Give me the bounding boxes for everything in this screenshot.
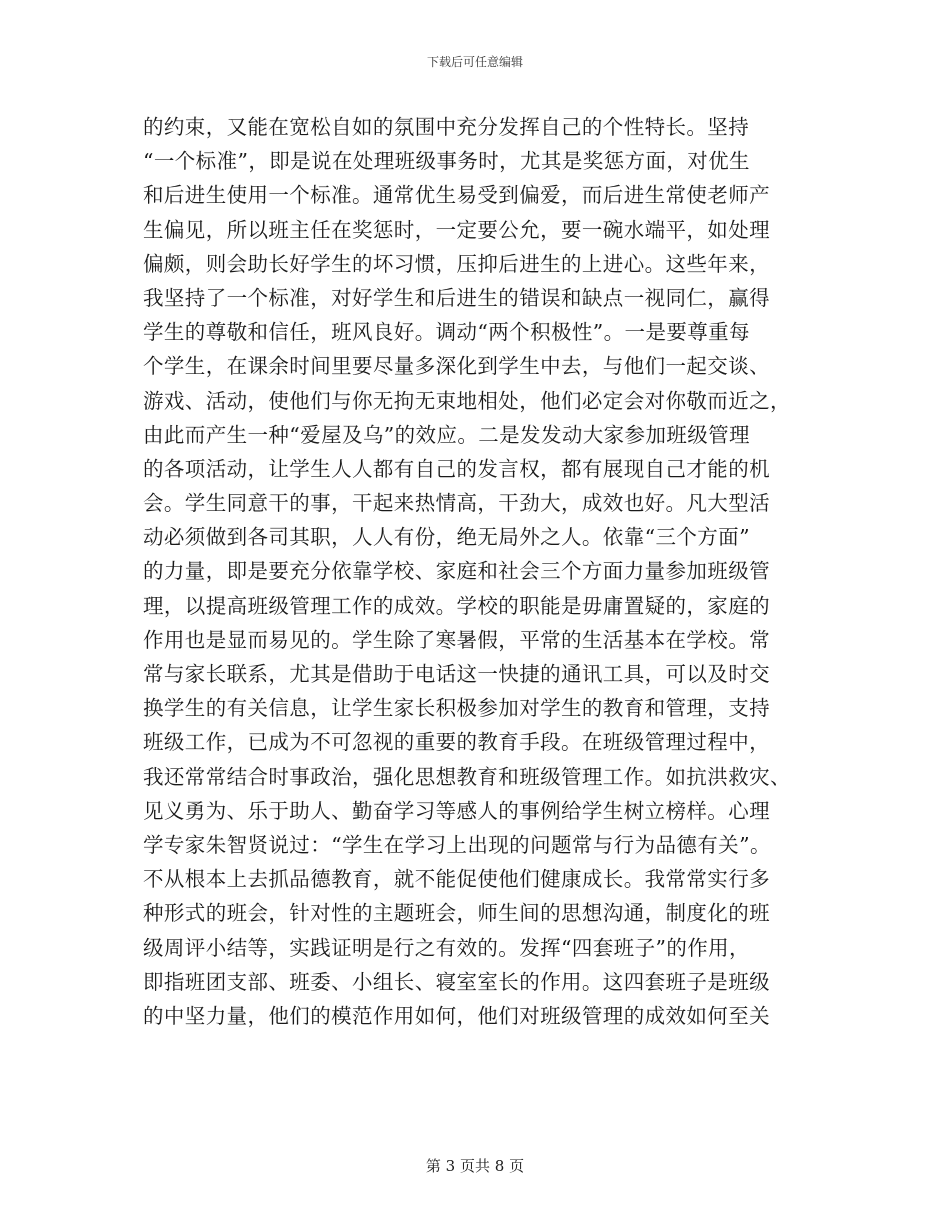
- text-line: 的各项活动，让学生人人都有自己的发言权，都有展现自己才能的机: [143, 456, 770, 481]
- text-line: 和后进生使用一个标准。通常优生易受到偏爱，而后进生常使老师产: [143, 183, 770, 208]
- text-line: 学专家朱智贤说过：“学生在学习上出现的问题常与行为品德有关”。: [143, 832, 771, 857]
- text-line: 的中坚力量，他们的模范作用如何，他们对班级管理的成效如何至关: [143, 1003, 770, 1028]
- text-line: 的约束，又能在宽松自如的氛围中充分发挥自己的个性特长。坚持: [143, 115, 750, 139]
- text-line: 学生的尊敬和信任，班风良好。调动“两个积极性”。一是要尊重每: [143, 320, 750, 345]
- text-line: 班级工作，已成为不可忽视的重要的教育手段。在班级管理过程中，: [143, 730, 770, 755]
- body-text: [143, 110, 823, 1033]
- text-line: “一个标准”，即是说在处理班级事务时，尤其是奖惩方面，对优生: [143, 149, 750, 174]
- text-line: 的力量，即是要充分依靠学校、家庭和社会三个方面力量参加班级管: [143, 559, 770, 584]
- text-line: 种形式的班会，针对性的主题班会，师生间的思想沟通，制度化的班: [143, 901, 770, 926]
- text-line: 偏颇，则会助长好学生的坏习惯，压抑后进生的上进心。这些年来，: [143, 251, 770, 276]
- text-line: 我坚持了一个标准，对好学生和后进生的错误和缺点一视同仁，赢得: [143, 285, 770, 310]
- text-line: 个学生，在课余时间里要尽量多深化到学生中去，与他们一起交谈、: [143, 354, 770, 379]
- text-line: 由此而产生一种“爱屋及乌”的效应。二是发发动大家参加班级管理: [143, 422, 750, 447]
- text-line: 见义勇为、乐于助人、勤奋学习等感人的事例给学生树立榜样。心理: [143, 798, 770, 823]
- text-line: 级周评小结等，实践证明是行之有效的。发挥“四套班子”的作用，: [143, 935, 750, 960]
- text-line: 换学生的有关信息，让学生家长积极参加对学生的教育和管理，支持: [143, 696, 770, 721]
- text-line: 作用也是显而易见的。学生除了寒暑假，平常的生活基本在学校。常: [143, 627, 770, 652]
- text-line: 常与家长联系，尤其是借助于电话这一快捷的通讯工具，可以及时交: [143, 662, 770, 686]
- text-line: 生偏见，所以班主任在奖惩时，一定要公允，要一碗水端平，如处理: [143, 217, 770, 242]
- text-line: 动必须做到各司其职，人人有份，绝无局外之人。依靠“三个方面”: [143, 525, 750, 550]
- page-header: 下载后可任意编辑: [426, 55, 523, 69]
- text-line: 不从根本上去抓品德教育，就不能促使他们健康成长。我常常实行多: [143, 867, 770, 892]
- text-line: 游戏、活动，使他们与你无拘无束地相处，他们必定会对你敬而近之，: [143, 388, 791, 413]
- page-footer: 第 3 页共 8 页: [425, 1157, 525, 1175]
- text-line: 会。学生同意干的事，干起来热情高，干劲大，成效也好。凡大型活: [143, 491, 770, 516]
- text-line: 理，以提高班级管理工作的成效。学校的职能是毋庸置疑的，家庭的: [143, 593, 770, 618]
- text-line: 我还常常结合时事政治，强化思想教育和班级管理工作。如抗洪救灾、: [143, 764, 791, 789]
- text-line: 即指班团支部、班委、小组长、寝室室长的作用。这四套班子是班级: [143, 969, 770, 994]
